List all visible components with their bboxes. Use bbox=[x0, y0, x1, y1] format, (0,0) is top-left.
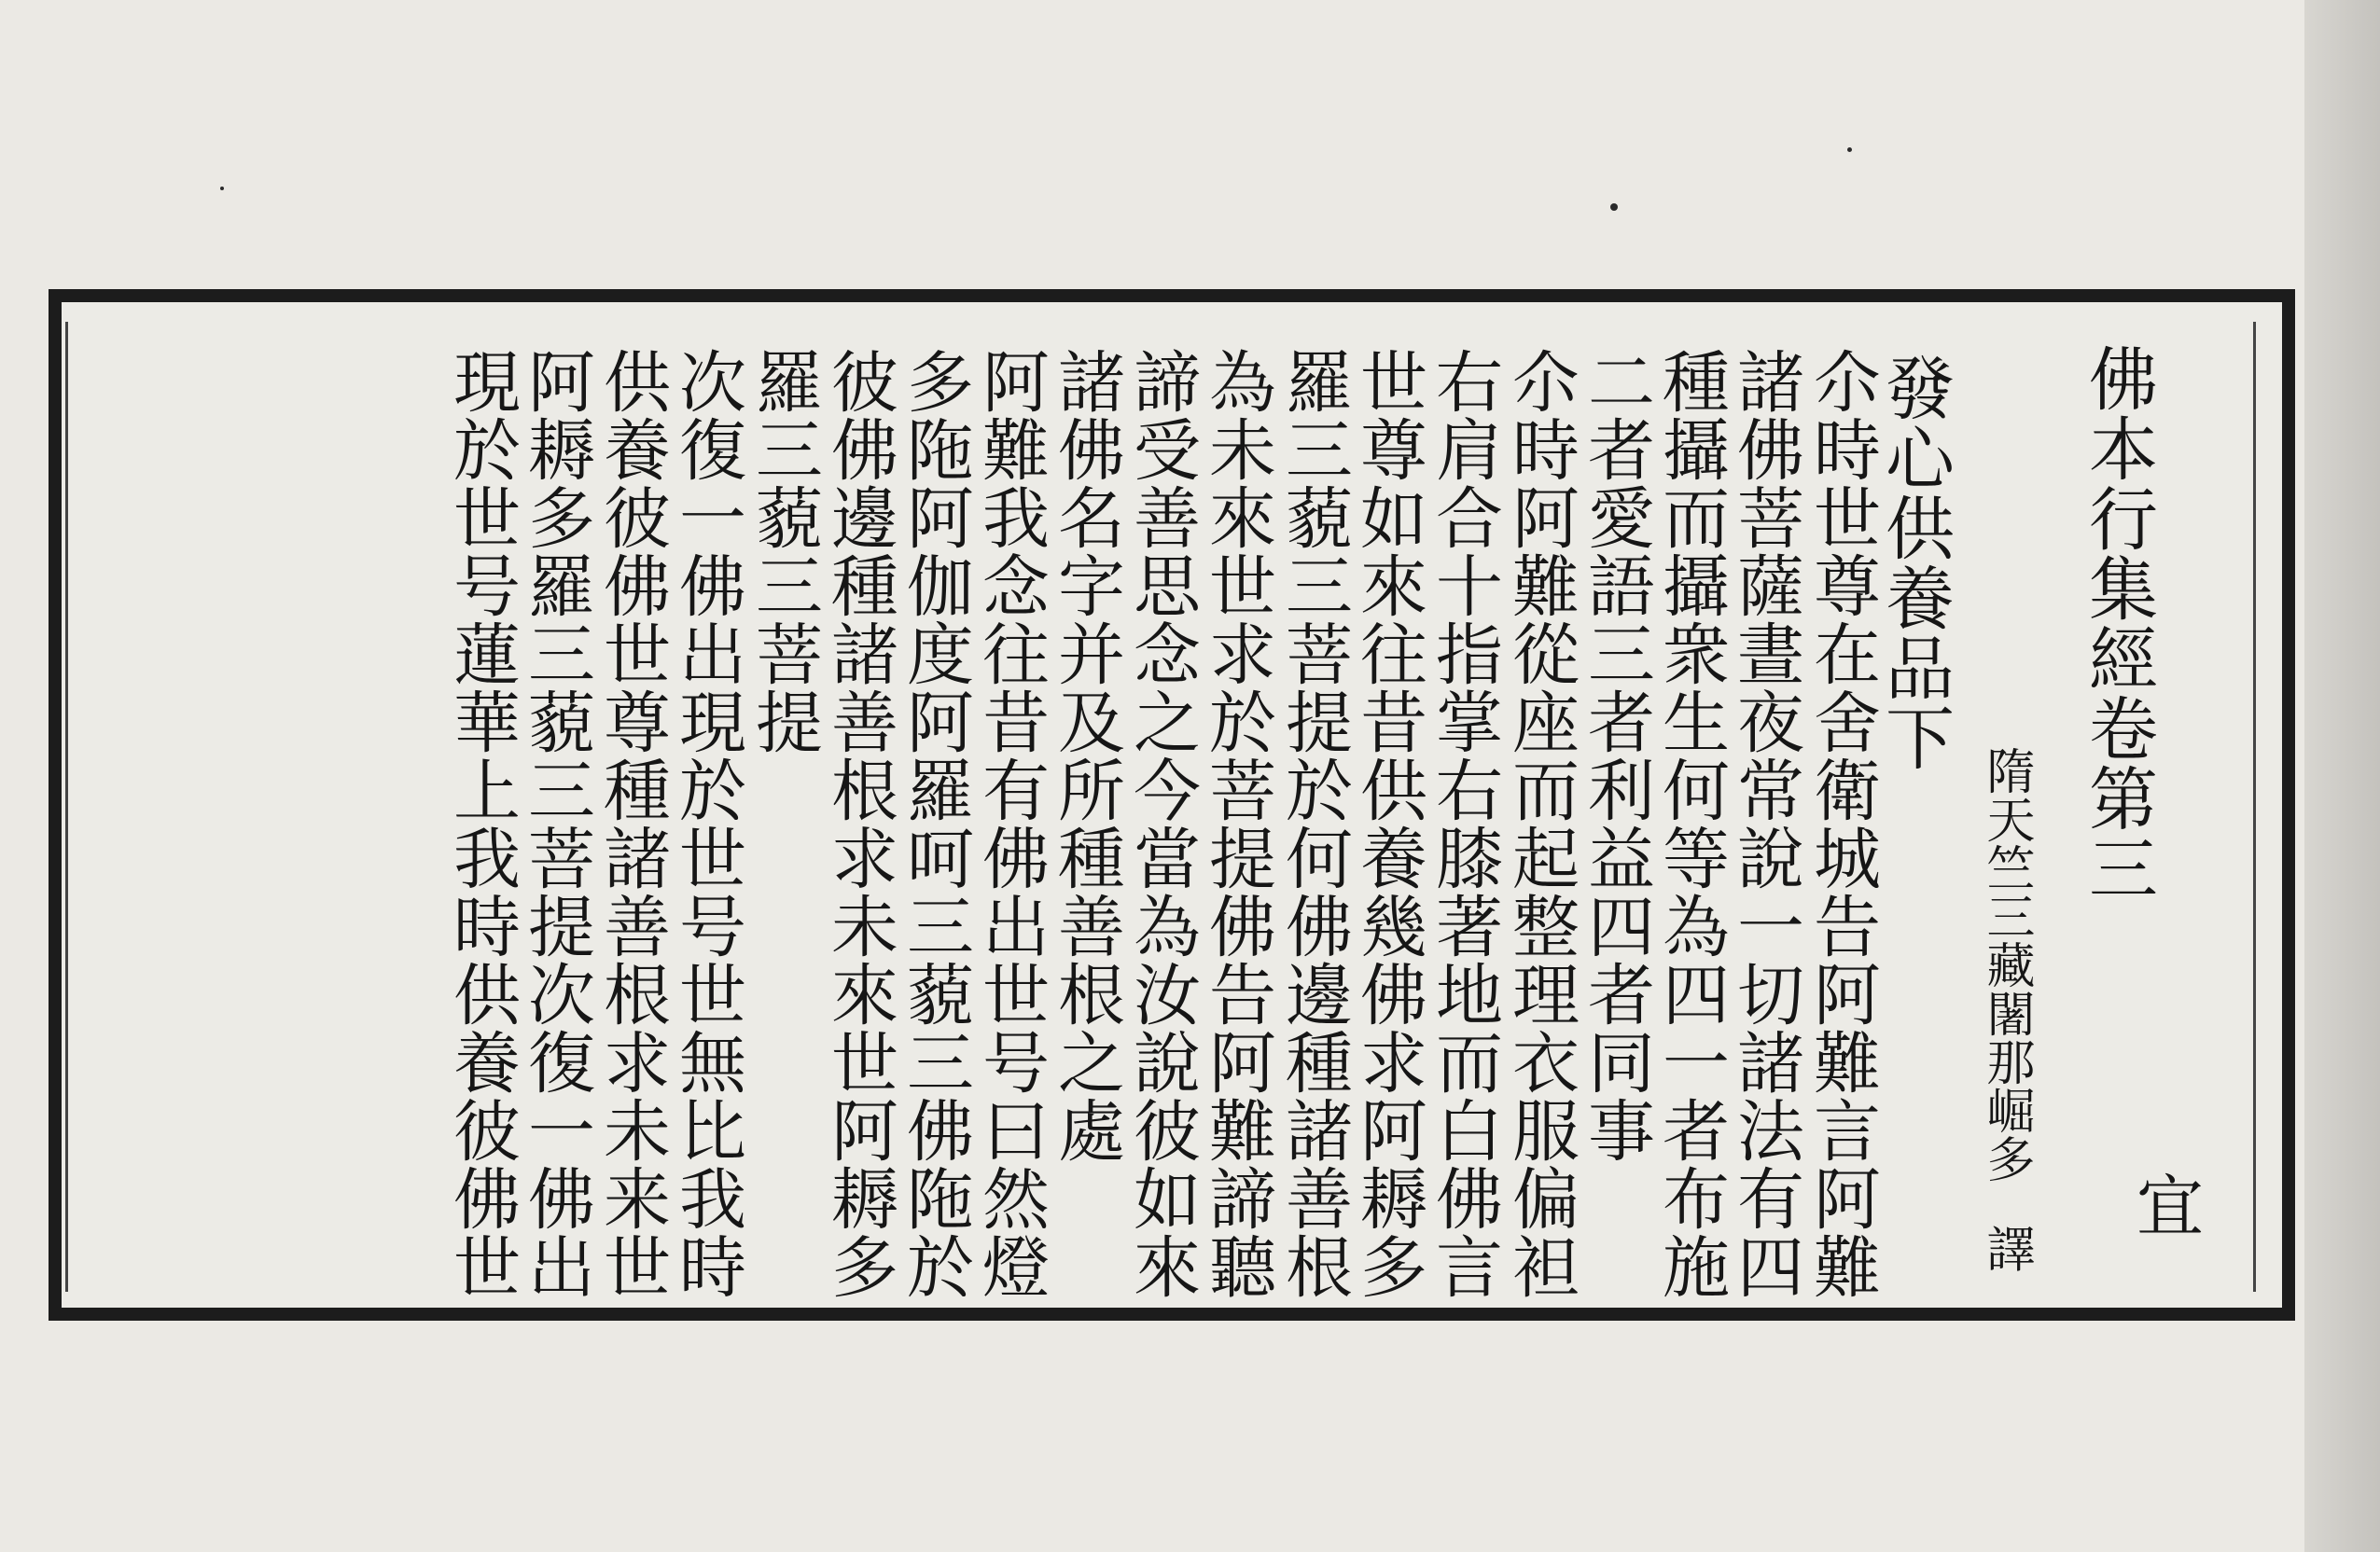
chapter-title: 發心供養品下 bbox=[1874, 353, 1955, 772]
text-column: 諸佛名字并及所種善根之處 bbox=[1047, 347, 1125, 1164]
ink-speck bbox=[1610, 203, 1618, 211]
text-column: 羅三藐三菩提於何佛邊種諸善根 bbox=[1274, 347, 1353, 1300]
text-column: 羅三藐三菩提 bbox=[745, 347, 823, 755]
translator-name: 隋天竺三藏闍那崛多 bbox=[1978, 746, 2034, 1183]
ink-speck bbox=[220, 187, 224, 190]
text-column: 阿耨多羅三藐三菩提次復一佛出 bbox=[517, 347, 595, 1300]
text-column: 二者愛語三者利益四者同事 bbox=[1577, 347, 1655, 1164]
text-column: 次復一佛出現於世号世無比我時 bbox=[668, 347, 746, 1300]
text-column: 供養彼佛世尊種諸善根求未来世 bbox=[592, 347, 671, 1300]
text-column: 阿難我念往昔有佛出世号曰然燈 bbox=[971, 347, 1050, 1300]
translator-verb: 譯 bbox=[1978, 1224, 2034, 1272]
text-column: 右肩合十指掌右膝著地而白佛言 bbox=[1425, 347, 1503, 1300]
scroll-title: 佛本行集經卷第三 bbox=[2078, 343, 2158, 903]
text-column: 為未來世求於菩提佛告阿難諦聽 bbox=[1198, 347, 1276, 1300]
text-column: 種攝而攝衆生何等為四一者布施 bbox=[1651, 347, 1730, 1300]
text-column: 現於世号蓮華上我時供養彼佛世 bbox=[442, 347, 521, 1300]
text-column: 諸佛菩薩晝夜常說一切諸法有四 bbox=[1726, 347, 1804, 1300]
text-column: 多陁阿伽度阿羅呵三藐三佛陁於 bbox=[896, 347, 974, 1300]
fascicle-mark: 宜 bbox=[2125, 1171, 2204, 1238]
ink-speck bbox=[1847, 147, 1852, 152]
text-column: 尒時世尊在舍衛城告阿難言阿難 bbox=[1802, 347, 1881, 1300]
page-edge-shadow bbox=[2304, 0, 2380, 1552]
text-column: 彼佛邊種諸善根求未來世阿耨多 bbox=[820, 347, 898, 1300]
text-column: 尒時阿難從座而起整理衣服偏袒 bbox=[1501, 347, 1580, 1300]
text-column: 諦受善思念之今當為汝說彼如來 bbox=[1122, 347, 1201, 1300]
text-column: 世尊如來往昔供養幾佛求阿耨多 bbox=[1349, 347, 1427, 1300]
